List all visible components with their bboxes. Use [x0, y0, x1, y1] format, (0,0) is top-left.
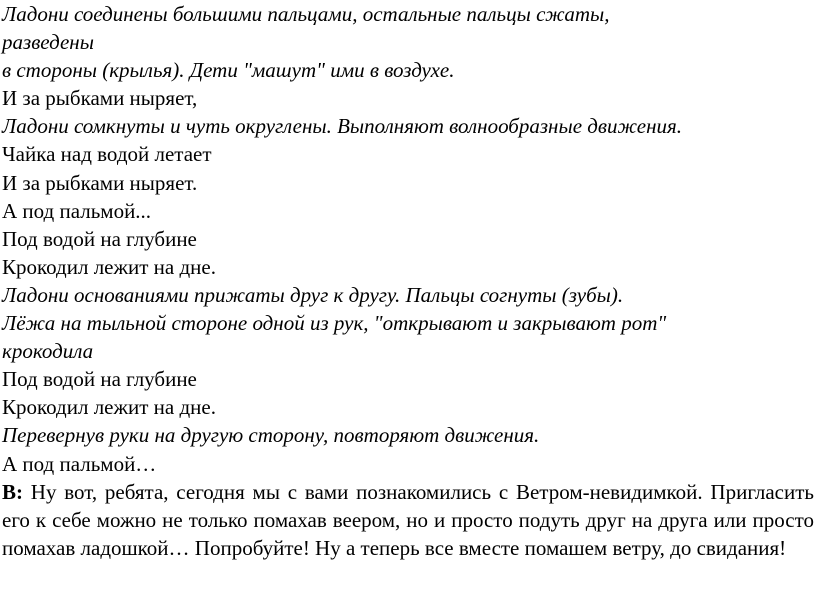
text-line: Ладони соединены большими пальцами, остальные пальцы сжаты,: [2, 2, 610, 26]
text-line: А под пальмой...: [2, 198, 152, 223]
text-line: в стороны (крылья). Дети "машут" ими в воздухе.: [2, 58, 455, 83]
text-line: Чайка над водой летает: [2, 142, 212, 167]
document-body: [2, 0, 814, 562]
text-line: Перевернув руки на другую сторону, повторяют движения.: [2, 423, 540, 448]
text-line: Крокодил лежит на дне.: [2, 395, 216, 420]
text-line: крокодила: [2, 339, 94, 364]
text-line: Ладони основаниями прижаты друг к другу. Пальцы согнуты (зубы).: [2, 282, 624, 307]
text-line: Под водой на глубине: [2, 367, 197, 392]
text-line: Ладони сомкнуты и чуть округлены. Выполняют волнообразные движения.: [2, 114, 683, 139]
speaker-label: В:: [2, 479, 23, 504]
text-line: И за рыбками ныряет.: [2, 170, 198, 195]
text-line: Под водой на глубине: [2, 226, 197, 251]
text-line: А под пальмой…: [2, 451, 157, 476]
text-line: Лёжа на тыльной стороне одной из рук, "открывают и закрывают рот": [2, 311, 667, 336]
closing-paragraph-text: Ну вот, ребята, сегодня мы с вами познакомились с Ветром-невидимкой. Пригласить его к себе можно не только помахав веером, но и просто подуть друг на друга или просто помахав ладошкой… Попробуйте! Ну а теперь все вместе помашем ветру, до свидания!: [2, 479, 815, 560]
text-line: разведены: [2, 30, 94, 55]
text-line: И за рыбками ныряет,: [2, 86, 198, 111]
closing-paragraph: [2, 478, 814, 562]
text-line: Крокодил лежит на дне.: [2, 254, 216, 279]
